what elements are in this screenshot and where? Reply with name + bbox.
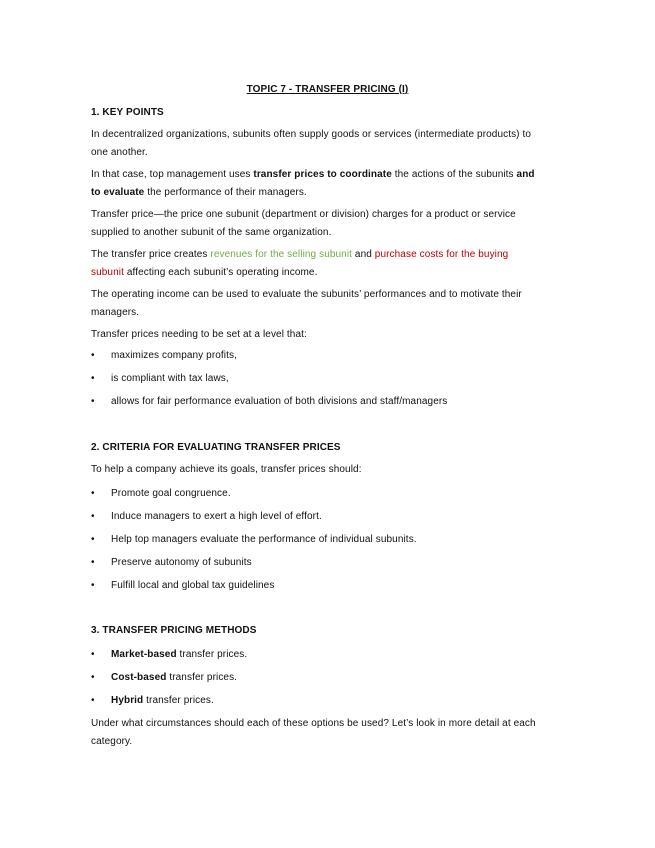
text-line: to evaluate the performance of their managers. (91, 186, 307, 198)
bullet-icon: • (91, 580, 95, 591)
paragraph-transfer-prices-level (91, 326, 571, 344)
text-line: one another. (91, 146, 148, 158)
text-line: To help a company achieve its goals, transfer prices should: (91, 464, 362, 475)
text-line: The operating income can be used to evaluate the subunits’ performances and to motivate their (91, 289, 522, 300)
highlight-revenues: revenues for the selling subunit (210, 249, 353, 260)
paragraph-revenues-costs (91, 246, 571, 281)
text-line: category. (91, 735, 133, 747)
text-line: Transfer prices needing to be set at a level that: (91, 329, 307, 340)
paragraph-decentralized (91, 126, 571, 161)
bullet-icon: • (91, 534, 95, 545)
bullet-icon: • (91, 488, 95, 499)
text-line: Under what circumstances should each of these options be used? Let’s look in more detail at each (91, 718, 536, 729)
text-line: subunit affecting each subunit’s operating income. (91, 266, 318, 278)
text-line: supplied to another subunit of the same organization. (91, 226, 332, 238)
bullet-icon: • (91, 511, 95, 522)
text-line: Transfer price—the price one subunit (department or division) charges for a product or service (91, 209, 516, 220)
text-line: In that case, top management uses transfer prices to coordinate the actions of the subunits and (91, 169, 535, 180)
paragraph-coordinate (91, 166, 571, 201)
page-title: TOPIC 7 - TRANSFER PRICING (I) (246, 84, 409, 95)
bullet-icon: • (91, 350, 95, 361)
document-page: TOPIC 7 - TRANSFER PRICING (I) 1. KEY POINTS In decentralized organizations, subunits often supply goods or services (intermediate products) to one another. In that case, top management uses transfer prices to coordinate the actions of the subunits and to evaluate the performance of their managers. Transfer price—the price one subunit (department or division) charges for a product or service supplied to another subunit of the same organization. The transfer price creates revenues for the selling subunit and purchase costs for the buying subunit affecting each subunit’s operating income. The operating income can be used to evaluate the subunits’ performances and to motivate their managers. Transfer prices needing to be set at a level that: • maximizes company profits, • is compliant with tax laws, • allows for fair performance evaluation of both divisions and staff/managers 2. CRITERIA FOR EVALUATING TRANSFER PRICES To help a company achieve its goals, transfer prices should: • Promote goal congruence. • Induce managers to exert a high level of effort. • Help top managers evaluate the performance of individual subunits. • Preserve autonomy of subunits • Fulfill local and global tax guidelines 3. TRANSFER PRICING METHODS • Market-based transfer prices. • Cost-based transfer prices. • Hybrid transfer prices. Under what circumstances should each of these options be used? Let’s look in more detail at each category. (0, 0, 655, 848)
highlight-purchase-costs: purchase costs for the buying (374, 249, 509, 260)
section-heading-key-points: 1. KEY POINTS (91, 107, 164, 118)
text-line: The transfer price creates revenues for the selling subunit and purchase costs for the buying (91, 249, 509, 260)
bullet-icon: • (91, 557, 95, 568)
bullet-icon: • (91, 396, 95, 407)
bullet-icon: • (91, 373, 95, 384)
bullet-icon: • (91, 672, 95, 683)
bullet-icon: • (91, 695, 95, 706)
text-line: managers. (91, 306, 140, 318)
paragraph-transfer-price-definition (91, 206, 571, 241)
section-heading-methods: 3. TRANSFER PRICING METHODS (91, 625, 257, 636)
paragraph-closing (91, 715, 571, 750)
paragraph-operating-income (91, 286, 571, 321)
paragraph-criteria-intro (91, 461, 571, 479)
text-line: In decentralized organizations, subunits often supply goods or services (intermediate products) to (91, 129, 532, 140)
section-heading-criteria: 2. CRITERIA FOR EVALUATING TRANSFER PRICES (91, 442, 341, 453)
bullet-icon: • (91, 649, 95, 660)
